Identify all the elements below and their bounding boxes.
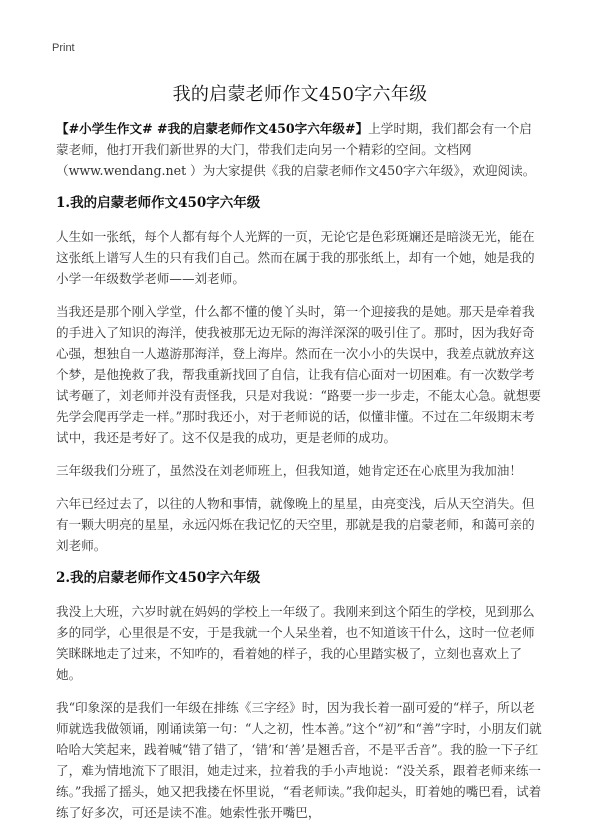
document-body <box>56 118 544 835</box>
section-heading: 2.我的启蒙老师作文450字六年级 <box>56 570 261 586</box>
document-title: 我的启蒙老师作文450字六年级 <box>172 84 428 105</box>
section-heading: 1.我的启蒙老师作文450字六年级 <box>56 195 261 211</box>
intro-tags: 【#小学生作文# #我的启蒙老师作文450字六年级#】 <box>56 121 369 136</box>
section-paragraph: 六年已经过去了，以往的人物和事情，就像晚上的星星，由亮变浅，后从天空消失。但有一颗大明亮的星星，永远闪烁在我记忆的天空里，那就是我的启蒙老师，和蔼可亲的刘老师。 <box>56 496 535 553</box>
intro-paragraph <box>56 118 544 181</box>
print-label[interactable]: Print <box>52 42 75 54</box>
section-paragraph: 我没上大班，六岁时就在妈妈的学校上一年级了。我刚来到这个陌生的学校，见到那么多的同学，心里很是不安，于是我就一个人呆坐着，也不知道该干什么，这时一位老师笑眯眯地走了过来，不知咋的，看着她的样子，我的心里踏实极了，立刻也喜欢上了她。 <box>56 604 535 682</box>
section-paragraph: 人生如一张纸，每个人都有每个人光辉的一页，无论它是色彩斑斓还是暗淡无光，能在这张纸上谱写人生的只有我们自己。然而在属于我的那张纸上，却有一个她，她是我的小学一年级数学老师——刘老师。 <box>56 229 535 286</box>
intro-text: 上学时期，我们都会有一个启蒙老师，他打开我们新世界的大门，带我们走向另一个精彩的空间。文档网（www.wendang.net ）为大家提供《我的启蒙老师作文450字六年级》，欢迎阅读。 <box>56 121 536 178</box>
section-paragraph: 三年级我们分班了，虽然没在刘老师班上，但我知道，她肯定还在心底里为我加油！ <box>56 463 522 478</box>
section-paragraph: 当我还是那个刚入学堂，什么都不懂的傻丫头时，第一个迎接我的是她。那天是牵着我的手进入了知识的海洋，使我被那无边无际的海洋深深的吸引住了。那时，因为我好奇心强，想独自一人遨游那海洋，登上海岸。然而在一次小小的失误中，我差点就放弃这个梦，是他挽救了我，帮我重新找回了自信，让我有信心面对一切困难。有一次数学考试考砸了，刘老师并没有责怪我，只是对我说：“路要一步一步走，不能太心急。就想要先学会爬再学走一样。”那时我还小，对于老师说的话，似懂非懂。不过在二年级期末考试中，我还是考好了。这不仅是我的成功，更是老师的成功。 <box>56 304 542 445</box>
section-paragraph: 我“印象深的是我们一年级在排练《三字经》时，因为我长着一副可爱的“样子，所以老师就选我做领诵，刚诵读第一句：“人之初，性本善。”这个“初”和“善”字时，小朋友们就哈哈大笑起来，践着喊“错了错了，‘错’和‘善’是翘舌音，不是平舌音”。我的脸一下子红了，难为情地流下了眼泪，她走过来，拉着我的手小声地说：“没关系，跟着老师来练一练。”我摇了摇头，她又把我搂在怀里说，“看老师读。”我仰起头，盯着她的嘴巴看，试着练了好多次，可还是读不准。她索性张开嘴巴， <box>56 700 542 820</box>
